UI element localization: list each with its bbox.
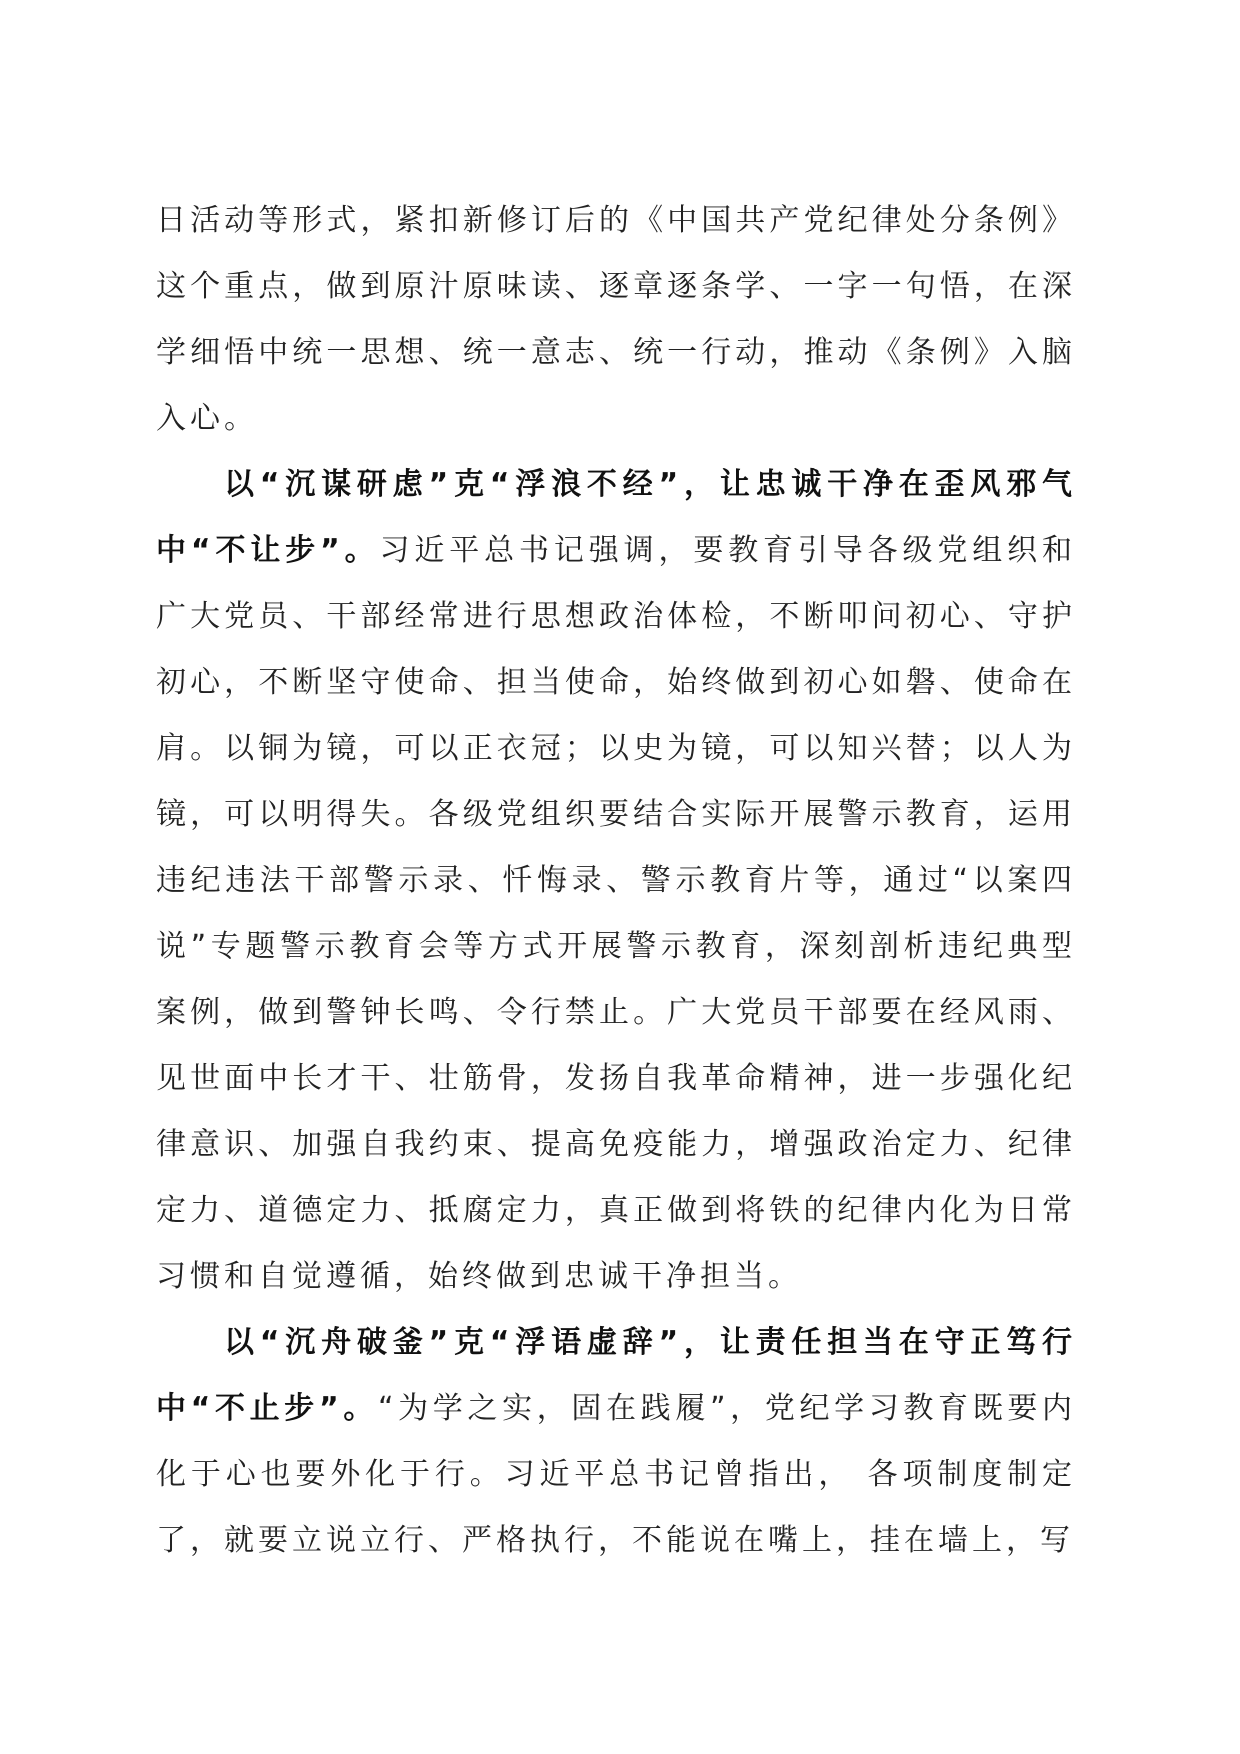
paragraph-2: [156, 452, 1076, 1310]
paragraph-1: [156, 188, 1076, 452]
paragraph-3: [156, 1310, 1076, 1574]
paragraph-2-body: 习近平总书记强调，要教育引导各级党组织和广大党员、干部经常进行思想政治体检，不断叩问初心、守护初心，不断坚守使命、担当使命，始终做到初心如磐、使命在肩。以铜为镜，可以正衣冠；以史为镜，可以知兴替；以人为镜，可以明得失。各级党组织要结合实际开展警示教育，运用违纪违法干部警示录、忏悔录、警示教育片等，通过“以案四说”专题警示教育会等方式开展警示教育，深刻剖析违纪典型案例，做到警钟长鸣、令行禁止。广大党员干部要在经风雨、见世面中长才干、壮筋骨，发扬自我革命精神，进一步强化纪律意识、加强自我约束、提高免疫能力，增强政治定力、纪律定力、道德定力、抵腐定力，真正做到将铁的纪律内化为日常习惯和自觉遵循，始终做到忠诚干净担当。: [156, 533, 1077, 1294]
document-body: [156, 188, 1076, 1574]
paragraph-3-body: “为学之实，固在践履”，党纪学习教育既要内化于心也要外化于行。习近平总书记曾指出， 各项制度制定了，就要立说立行、严格执行，不能说在嘴上，挂在墙上，写: [156, 1391, 1076, 1558]
paragraph-3-heading: 以“沉舟破釜”克“浮语虚辞”，让责任担当在守正笃行中“不止步”。: [156, 1325, 1076, 1426]
paragraph-2-heading: 以“沉谋研虑”克“浮浪不经”，让忠诚干净在歪风邪气中“不让步”。: [156, 467, 1076, 568]
paragraph-1-body: 日活动等形式，紧扣新修订后的《中国共产党纪律处分条例》这个重点，做到原汁原味读、逐章逐条学、一字一句悟，在深学细悟中统一思想、统一意志、统一行动，推动《条例》入脑入心。: [156, 203, 1076, 436]
